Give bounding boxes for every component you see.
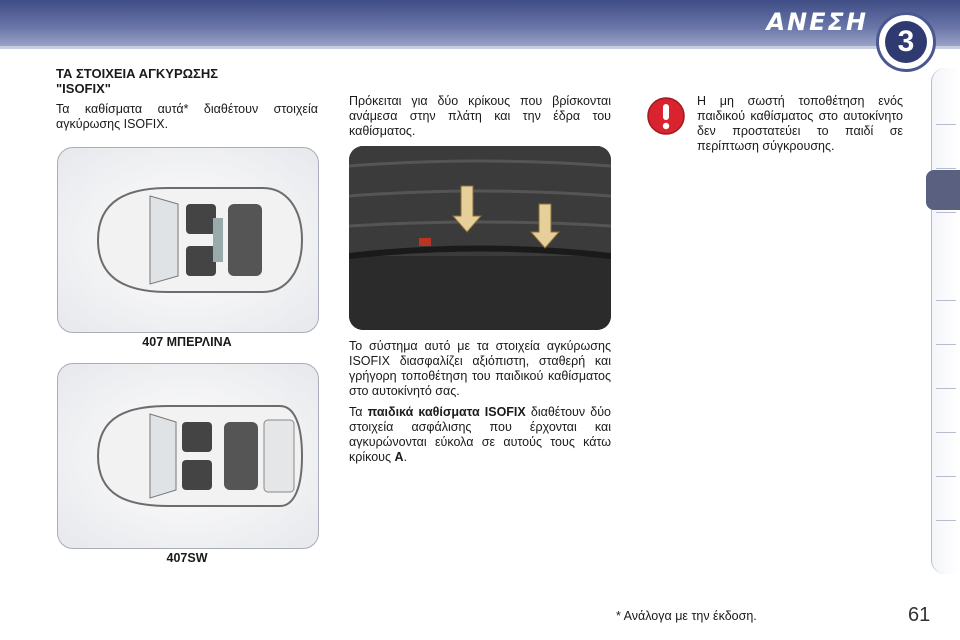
car-diagram-sw	[57, 363, 319, 549]
section-heading: ΤΑ ΣΤΟΙΧΕΙΑ ΑΓΚΥΡΩΣΗΣ "ISOFIX"	[56, 66, 219, 96]
chapter-tab-strip	[931, 68, 960, 574]
caption-sedan: 407 ΜΠΕΡΛΙΝΑ	[142, 335, 232, 349]
middle-column-bottom	[349, 339, 611, 471]
chapter-title: ΑΝΕΣΗ	[766, 8, 868, 36]
caption-sw: 407SW	[166, 551, 208, 565]
seat-photo-icon	[349, 146, 611, 330]
warning-exclamation-icon	[646, 96, 686, 136]
paragraph-child-seats: Τα παιδικά καθίσματα ISOFIX διαθέτουν δύο στοιχεία ασφάλισης που έρχονται και αγκυρώνονται εύκολα σε αυτούς τους κάτω κρίκους A.	[349, 405, 611, 464]
isofix-photo	[349, 146, 611, 330]
paragraph-rings: Πρόκειται για δύο κρίκους που βρίσκονται ανάμεσα στην πλάτη και την έδρα του καθίσματος.	[349, 94, 611, 138]
intro-text: Τα καθίσματα αυτά* διαθέτουν στοιχεία αγκύρωσης ISOFIX.	[56, 102, 318, 131]
active-chapter-tab	[926, 170, 960, 210]
page-number: 61	[908, 604, 931, 626]
sedan-top-view-icon	[58, 148, 318, 332]
footnote: * Ανάλογα με την έκδοση.	[616, 609, 757, 623]
chapter-number: 3	[885, 21, 927, 63]
car-diagram-sedan	[57, 147, 319, 333]
sw-top-view-icon	[58, 364, 318, 548]
middle-column-top	[349, 94, 611, 145]
warning-text: Η μη σωστή τοποθέτηση ενός παιδικού καθίσματος στο αυτοκίνητο δεν προστατεύει το παιδί σε περίπτωση σύγκρουσης.	[697, 94, 903, 153]
header-band	[0, 0, 960, 49]
right-column	[697, 94, 903, 160]
paragraph-system: Το σύστημα αυτό με τα στοιχεία αγκύρωσης ISOFIX διασφαλίζει αξιόπιστη, σταθερή και γρήγορη τοποθέτηση του παιδικού καθίσματος στο αυτοκίνητό σας.	[349, 339, 611, 398]
chapter-badge	[876, 12, 936, 72]
left-column	[56, 66, 318, 138]
